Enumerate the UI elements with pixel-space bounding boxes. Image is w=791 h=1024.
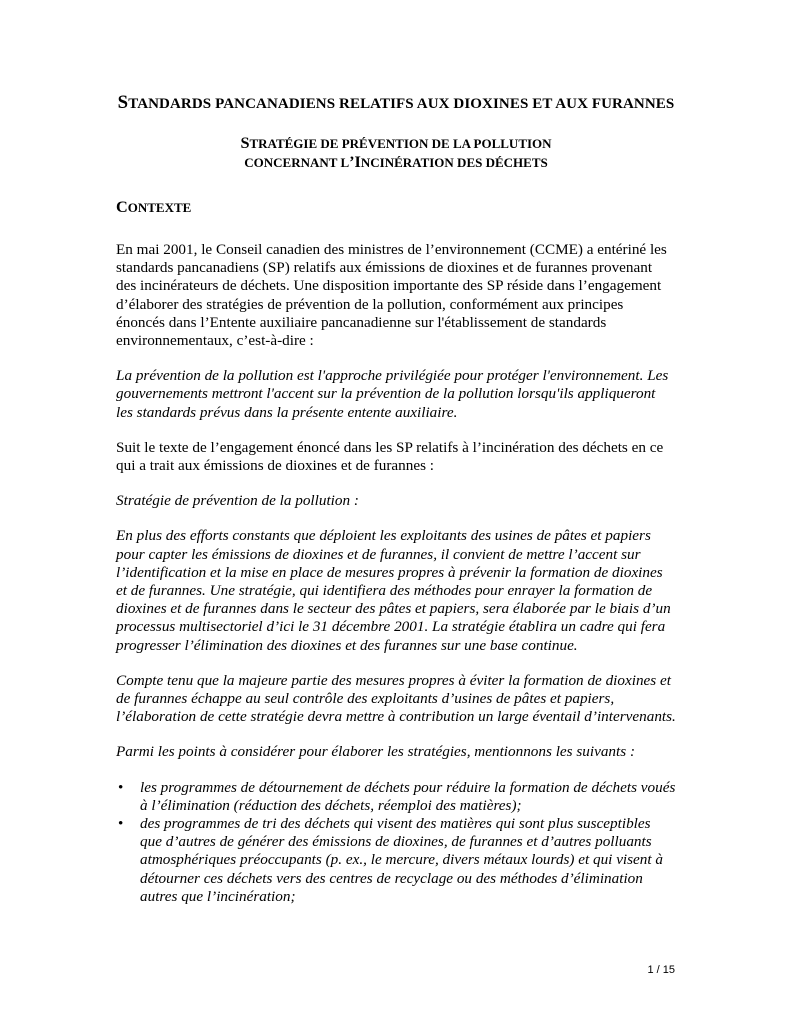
subtitle-line-2-initial: I bbox=[354, 153, 361, 171]
list-item bbox=[116, 779, 676, 815]
section-heading-contexte bbox=[116, 198, 676, 217]
paragraph-strategy-heading: Stratégie de prévention de la pollution : bbox=[116, 492, 359, 510]
subtitle-line-2-rest: NCINÉRATION DES DÉCHETS bbox=[360, 155, 548, 170]
page-content bbox=[116, 92, 676, 906]
paragraph-quote-principle: La prévention de la pollution est l'approche privilégiée pour protéger l'environnement. Les gouvernements mettront l'accent sur la prévention de la pollution lorsqu'ils appliqueront les standards prévus dans la présente entente auxiliaire. bbox=[116, 367, 669, 421]
subtitle-line-1-rest: TRATÉGIE DE PRÉVENTION DE LA POLLUTION bbox=[249, 136, 552, 151]
list-item-text: des programmes de tri des déchets qui visent des matières qui sont plus susceptibles que d’autres de générer des émissions de dioxines, de furannes et d’autres polluants atmosphériques préoccupants (p. ex., le mercure, divers métaux lourds) et qui visent à détourner ces déchets vers des centres de recyclage ou des méthodes d’élimination autres que l’incinération; bbox=[140, 815, 664, 905]
subtitle-line-2-start: CONCERNANT L bbox=[244, 155, 350, 170]
subtitle-line-1-initial: S bbox=[240, 134, 250, 152]
subtitle-line-1 bbox=[240, 136, 551, 151]
section-heading-rest: ONTEXTE bbox=[127, 200, 192, 215]
subtitle-line-2 bbox=[244, 155, 547, 170]
paragraph-points-intro: Parmi les points à considérer pour élaborer les stratégies, mentionnons les suivants : bbox=[116, 743, 636, 761]
title-rest: TANDARDS PANCANADIENS RELATIFS AUX DIOXINES ET AUX FURANNES bbox=[128, 96, 675, 112]
document-title bbox=[116, 92, 676, 114]
paragraph-stakeholders: Compte tenu que la majeure partie des mesures propres à éviter la formation de dioxines et de furannes échappe au seul contrôle des exploitants d’usines de pâtes et papiers, l’élaboration de cette stratégie devra mettre à contribution un large éventail d’intervenants. bbox=[116, 671, 676, 726]
paragraph-intro: En mai 2001, le Conseil canadien des ministres de l’environnement (CCME) a entériné les standards pancanadiens (SP) relatifs aux émissions de dioxines et de furannes provenant des incinérateurs de déchets. Une disposition importante des SP réside dans l’engagement d’élaborer des stratégies de prévention de la pollution, conformément aux principes énoncés dans l’Entente auxiliaire pancanadienne sur l'établissement de standards environnementaux, c’est-à-dire : bbox=[116, 241, 667, 350]
subtitle-line-2-apostrophe: ’ bbox=[349, 153, 355, 171]
document-subtitle bbox=[116, 134, 676, 172]
section-heading-initial: C bbox=[116, 198, 128, 216]
bullet-list bbox=[116, 779, 676, 906]
list-item bbox=[116, 815, 676, 906]
paragraph-commitment: Suit le texte de l’engagement énoncé dans les SP relatifs à l’incinération des déchets en ce qui a trait aux émissions de dioxines et de furannes : bbox=[116, 438, 664, 475]
page-number: 1 / 15 bbox=[647, 964, 675, 976]
bullet-icon: • bbox=[118, 815, 124, 833]
list-item-text: les programmes de détournement de déchets pour réduire la formation de déchets voués à l’élimination (réduction des déchets, réemploi des matières); bbox=[140, 778, 676, 814]
paragraph-strategy-body: En plus des efforts constants que déploient les exploitants des usines de pâtes et papiers pour capter les émissions de dioxines et de furannes, il convient de mettre l’accent sur l’identification et la mise en place de mesures propres à prévenir la formation de dioxines et de furannes. Une stratégie, qui identifiera des méthodes pour enrayer la formation de dioxines et de furannes dans le secteur des pâtes et papiers, sera élaborée par le biais d’un processus multisectoriel d’ici le 31 décembre 2001. La stratégie établira un cadre qui fera progresser l’élimination des dioxines et des furannes sur une base continue. bbox=[116, 527, 671, 654]
bullet-icon: • bbox=[118, 778, 124, 796]
title-initial: S bbox=[117, 92, 129, 113]
